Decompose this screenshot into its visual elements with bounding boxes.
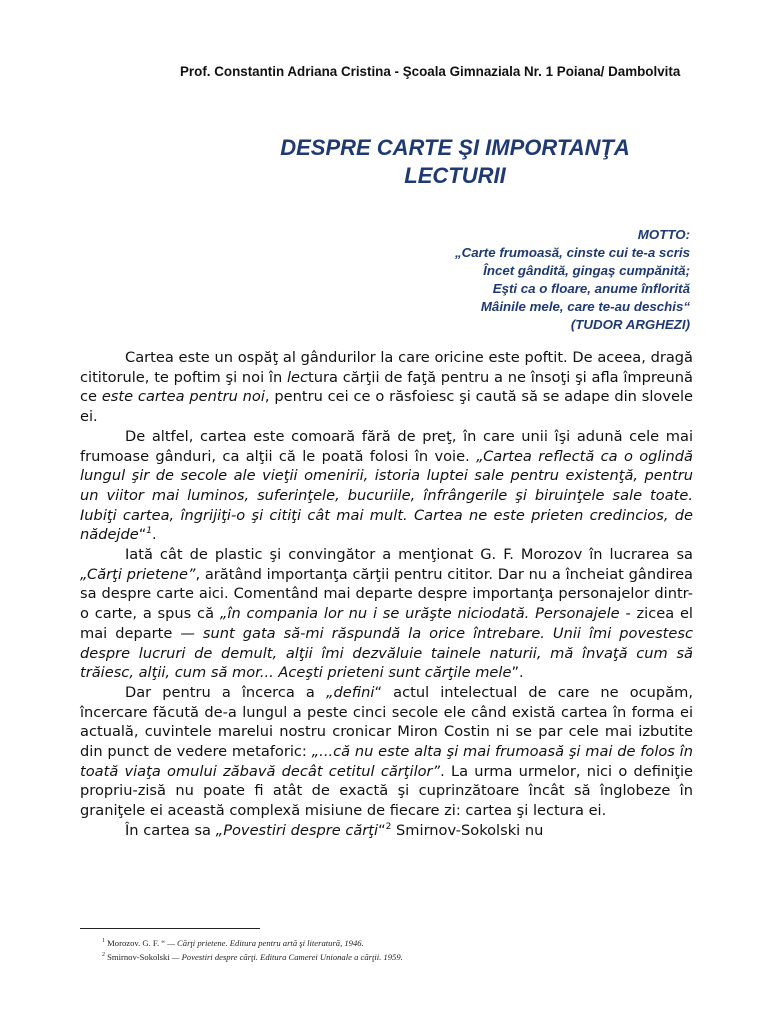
footnote-2: $^2$ Smirnov-Sokolski — Povestiri despre cărţi. Editura Camerei Unionale a cărţii. 1959. bbox=[102, 952, 403, 963]
footnote-divider bbox=[80, 928, 260, 929]
footnote-ref-2[interactable]: 2 bbox=[385, 822, 392, 833]
motto-label: MOTTO: bbox=[637, 227, 690, 242]
paragraph-3: Iată cât de plastic şi convingător a menţionat G. F. Morozov în lucrarea sa „Cărţi prietene”, arătând importanţa cărţii pentru cititor. Dar nu a încheiat gândirea sa despre carte aici. Comentând mai departe despre importanţa personajelor dintr-o carte, a spus că „în compania lor nu i se urăşte niciodată. Personajele - zicea el mai departe — sunt gata să-mi răspundă la orice întrebare. Unii îmi povestesc despre lucruri de demult, alţii îmi dezvăluie tainele naturii, mă învaţă cum să trăiesc, alţii, cum să mor... Aceşti prieteni sunt cărţile mele”. bbox=[80, 546, 693, 682]
motto-author: (TUDOR ARGHEZI) bbox=[570, 317, 690, 332]
motto-line: Mâinile mele, care te-au deschis“ bbox=[480, 299, 690, 314]
paragraph-1: Cartea este un ospăţ al gândurilor la care oricine este poftit. De aceea, dragă cititorule, te poftim şi noi în lectura cărţii de faţă pentru a ne însoţi şi afla împreună ce este cartea pentru noi, pentru cei ce o răsfoiesc şi caută să se adape din slovele ei. bbox=[80, 349, 693, 426]
footnote-1: $^1$ Morozov. G. F. “ — Cărţi prietene. Editura pentru artă şi literatură, 1946. bbox=[102, 937, 364, 948]
paragraph-5: În cartea sa „Povestiri despre cărţi“$^2$ Smirnov-Sokolski nu bbox=[125, 821, 544, 839]
motto-line: Eşti ca o floare, anume înflorită bbox=[492, 281, 690, 296]
footnote-ref-1[interactable]: 1 bbox=[146, 526, 153, 537]
paragraph-2: De altfel, cartea este comoară fără de preţ, în care unii îşi adună cele mai frumoase gânduri, ca alţii că le poată folosi în voie. „Cartea reflectă ca o oglindă lungul şir de secole ale vieţii omenirii, istoria luptei sale pentru existenţă, pentru un viitor mai luminos, suferinţele, bucuriile, înfrângerile şi biruinţele sale toate. Iubiţi cartea, îngrijiţi-o şi citiţi cât mai mult. Cartea ne este prieten credincios, de nădejde“$^1$. bbox=[80, 427, 694, 544]
motto-line: Încet gândită, gingaş cumpănită; bbox=[483, 263, 690, 278]
page-title bbox=[230, 134, 680, 190]
motto-line: „Carte frumoasă, cinste cui te-a scris bbox=[454, 245, 690, 260]
article-body bbox=[80, 348, 693, 841]
motto-block bbox=[330, 226, 690, 334]
paragraph-4: Dar pentru a încerca a „defini“ actul intelectual de care ne ocupăm, încercare făcută de-a lungul a peste cinci secole ele când există cartea în forma ei actuală, cuvintele marelui nostru cronicar Miron Costin ni se par cele mai izbutite din punct de vedere metaforic: „...că nu este alta şi mai frumoasă şi mai de folos în toată viaţa omului zăbavă decât cetitul cărţilor”. La urma urmelor, nici o definiţie propriu-zisă nu poate fi atât de exactă şi cuprinzătoare încât să înglobeze în graniţele ei această complexă misiune de fiecare zi: cartea şi lectura ei. bbox=[80, 683, 693, 820]
title-line-2: LECTURII bbox=[404, 163, 506, 188]
footnotes bbox=[102, 935, 702, 964]
author-header: Prof. Constantin Adriana Cristina - Şcoala Gimnaziala Nr. 1 Poiana/ Dambolvita bbox=[180, 64, 681, 79]
title-line-1: DESPRE CARTE ŞI IMPORTANŢA bbox=[280, 135, 630, 160]
